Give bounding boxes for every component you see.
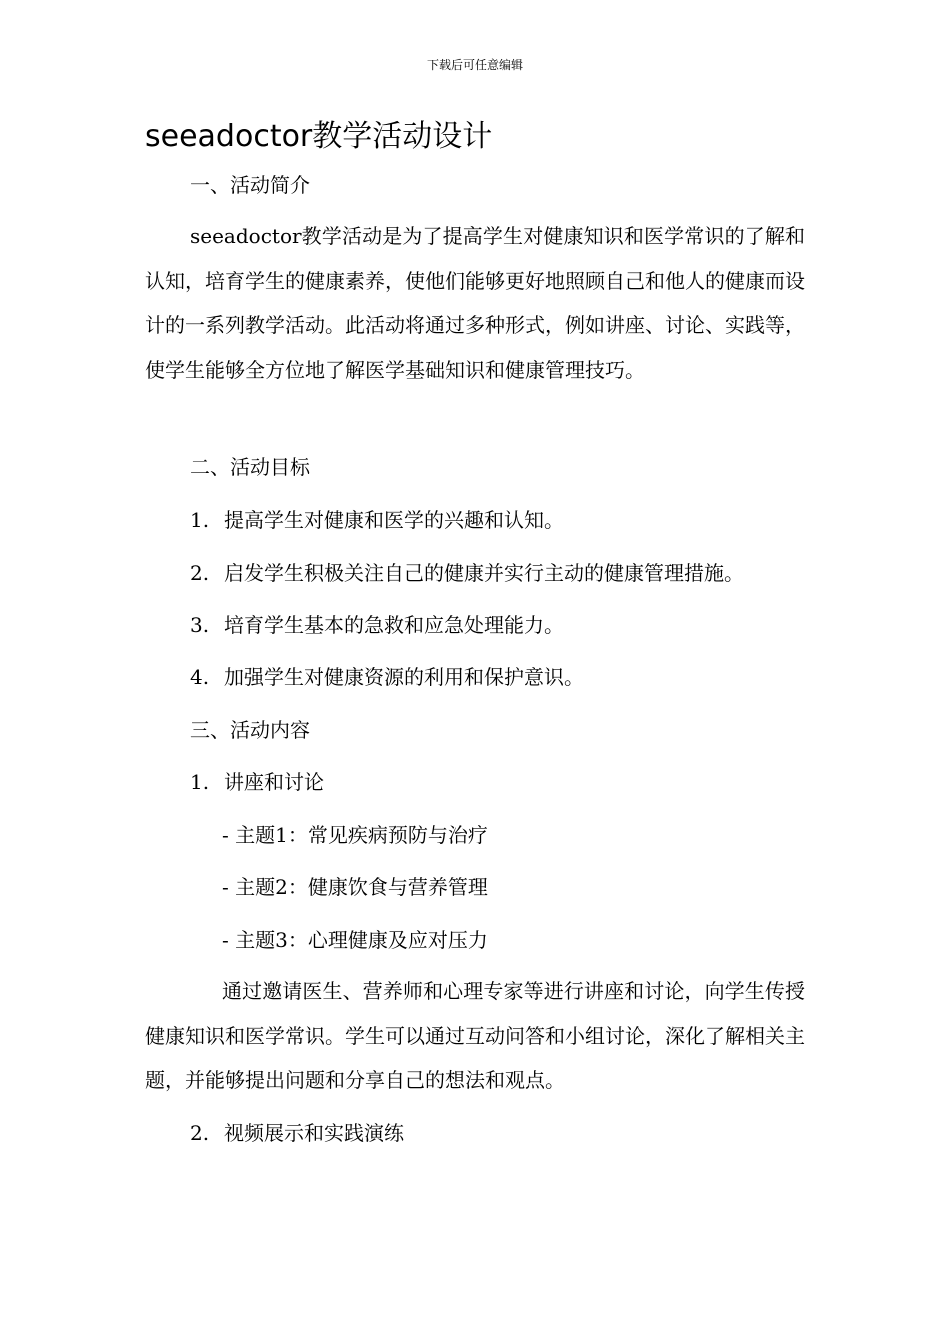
intro-paragraph: seeadoctor教学活动是为了提高学生对健康知识和医学常识的了解和认知，培育学生的健康素养，使他们能够更好地照顾自己和他人的健康而设计的一系列教学活动。此活动将通过多种形式，例如讲座、讨论、实践等，使学生能够全方位地了解医学基础知识和健康管理技巧。 [145, 224, 805, 382]
content-item-video [190, 1119, 404, 1147]
goal-text: 加强学生对健康资源的利用和保护意识。 [224, 665, 584, 689]
content-item-number: 1. [190, 770, 210, 794]
document-title: seeadoctor教学活动设计 [145, 119, 493, 154]
lectures-paragraph: 通过邀请医生、营养师和心理专家等进行讲座和讨论，向学生传授健康知识和医学常识。学生可以通过互动问答和小组讨论，深化了解相关主题，并能够提出问题和分享自己的想法和观点。 [145, 979, 805, 1092]
goal-item [190, 559, 744, 587]
topic-item: - 主题3：心理健康及应对压力 [222, 928, 488, 952]
content-item-title: 视频展示和实践演练 [224, 1121, 404, 1145]
topic-item: - 主题1：常见疾病预防与治疗 [222, 823, 488, 847]
goal-number: 4. [190, 665, 210, 689]
content-item-lectures [190, 768, 324, 796]
goal-number: 1. [190, 508, 210, 532]
content-item-number: 2. [190, 1121, 210, 1145]
goal-number: 2. [190, 561, 210, 585]
goal-text: 培育学生基本的急救和应急处理能力。 [224, 613, 564, 637]
goal-item [190, 663, 584, 691]
content-item-title: 讲座和讨论 [224, 770, 324, 794]
section-heading-content: 三、活动内容 [190, 718, 310, 742]
goal-item [190, 506, 564, 534]
page-header-note: 下载后可任意编辑 [426, 58, 523, 72]
section-heading-intro: 一、活动简介 [190, 173, 310, 197]
topic-item: - 主题2：健康饮食与营养管理 [222, 875, 488, 899]
goal-text: 启发学生积极关注自己的健康并实行主动的健康管理措施。 [224, 561, 744, 585]
goal-item [190, 611, 564, 639]
section-heading-goals: 二、活动目标 [190, 455, 310, 479]
goal-text: 提高学生对健康和医学的兴趣和认知。 [224, 508, 564, 532]
goal-number: 3. [190, 613, 210, 637]
